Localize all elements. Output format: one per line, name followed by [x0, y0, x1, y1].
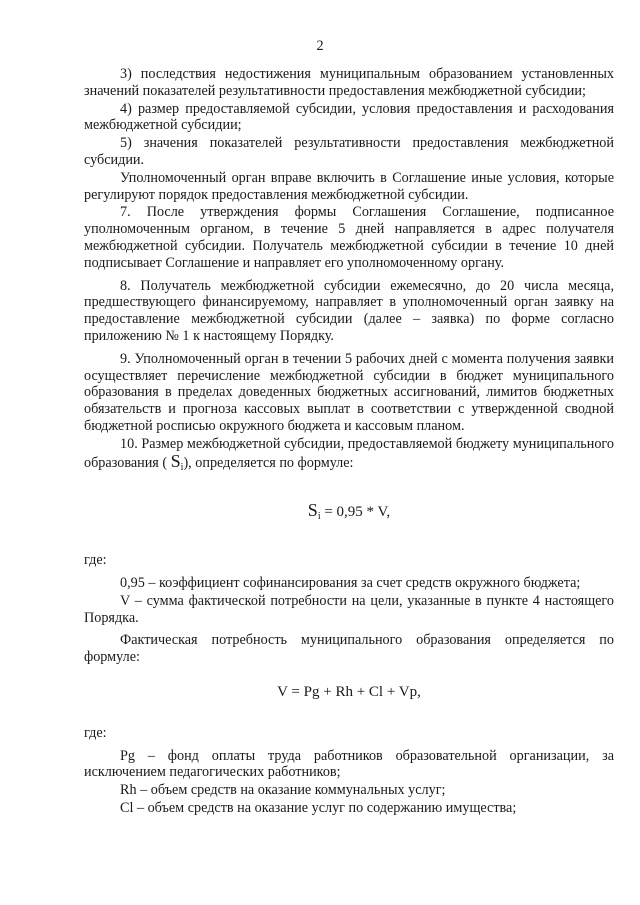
where-label: где:: [84, 724, 107, 741]
paragraph-formula-intro: [84, 436, 614, 477]
paragraph: 3) последствия недостижения муниципальным образованием установленных значений показателей результативности предоставления межбюджетной субсидии;: [84, 66, 614, 99]
definition: Pg – фонд оплаты труда работников образовательной организации, за исключением педагогических работников;: [84, 747, 614, 781]
page-number: 2: [316, 38, 324, 54]
formula-si: [84, 502, 614, 526]
text: ), определяется по формуле:: [183, 454, 354, 471]
formula-text: = 0,95 * V,: [320, 504, 391, 521]
paragraph: 5) значения показателей результативности предоставления межбюджетной субсидии.: [84, 135, 614, 168]
formula-subscript: i: [317, 511, 321, 523]
definition: V – сумма фактической потребности на цели, указанные в пункте 4 настоящего Порядка.: [84, 592, 614, 626]
paragraph: 4) размер предоставляемой субсидии, условия предоставления и расходования межбюджетной субсидии;: [84, 100, 614, 134]
paragraph: 7. После утверждения формы Соглашения Соглашение, подписанное уполномоченным органом, в течение 5 дней направляется в адрес получателя межбюджетной субсидии. Получатель межбюджетной субсидии в течение 10 дней подписывает Соглашение и направляет его уполномоченному органу.: [84, 204, 614, 271]
formula-subscript: i: [180, 461, 184, 473]
text: 10. Размер межбюджетной субсидии, предоставляемой бюджету муниципального образования (: [84, 435, 614, 471]
paragraph: Уполномоченный орган вправе включить в Соглашение иные условия, которые регулируют порядок предоставления межбюджетной субсидии.: [84, 169, 614, 203]
definition: Rh – объем средств на оказание коммунальных услуг;: [120, 782, 446, 799]
where-label: где:: [84, 552, 107, 569]
formula-symbol: S: [307, 500, 318, 521]
document-body: [84, 66, 614, 817]
definition: Cl – объем средств на оказание услуг по содержанию имущества;: [120, 799, 517, 816]
paragraph: 8. Получатель межбюджетной субсидии ежемесячно, до 20 числа месяца, предшествующего финансируемому, направляет в уполномоченный орган заявку на предоставление межбюджетной субсидии (далее – заявка) по форме согласно приложению № 1 к настоящему Порядку.: [84, 277, 614, 344]
paragraph: Фактическая потребность муниципального образования определяется по формуле:: [84, 632, 614, 666]
formula-v: V = Pg + Rh + Cl + Vp,: [277, 683, 421, 700]
definition: 0,95 – коэффициент софинансирования за счет средств окружного бюджета;: [120, 574, 581, 591]
formula-symbol: S: [170, 450, 181, 471]
paragraph: 9. Уполномоченный орган в течении 5 рабочих дней с момента получения заявки осуществляет перечисление межбюджетной субсидии в бюджет муниципального образования в пределах доведенных бюджетных ассигнований, лимитов бюджетных обязательств и прогноза кассовых выплат в соответствии с утвержденной сводной бюджетной росписью окружного бюджета и кассовым планом.: [84, 350, 614, 434]
